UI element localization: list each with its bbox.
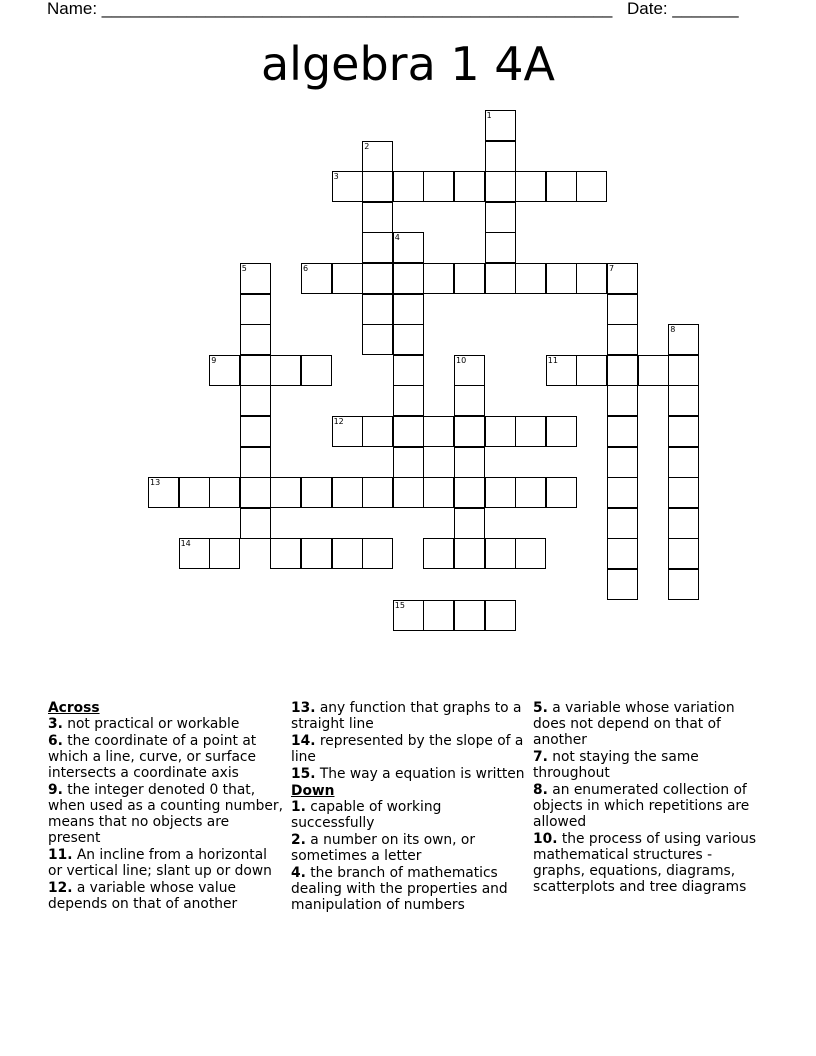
- crossword-cell[interactable]: [240, 508, 271, 539]
- crossword-cell[interactable]: [454, 508, 485, 539]
- clue-number: 3.: [48, 716, 63, 732]
- crossword-cell[interactable]: [301, 355, 332, 386]
- clue-number: 6.: [48, 733, 63, 749]
- clue-down-8: [533, 782, 768, 830]
- crossword-cell[interactable]: [332, 263, 363, 294]
- crossword-cell[interactable]: [393, 324, 424, 355]
- crossword-cell[interactable]: [393, 294, 424, 325]
- clue-number-label: 5: [241, 264, 247, 273]
- crossword-cell[interactable]: [270, 477, 301, 508]
- crossword-cell[interactable]: [423, 171, 454, 202]
- crossword-cell[interactable]: [485, 171, 516, 202]
- crossword-cell[interactable]: [546, 171, 577, 202]
- crossword-cell[interactable]: [454, 263, 485, 294]
- clue-across-12: [48, 880, 283, 912]
- clue-down-10: [533, 831, 768, 895]
- crossword-cell-13[interactable]: [148, 477, 179, 508]
- crossword-cell-6[interactable]: [301, 263, 332, 294]
- clue-number-label: 11: [547, 355, 558, 365]
- crossword-cell[interactable]: [576, 263, 607, 294]
- crossword-cell[interactable]: [423, 416, 454, 447]
- clue-number: 9.: [48, 782, 63, 798]
- crossword-cell[interactable]: [515, 263, 546, 294]
- crossword-cell-14[interactable]: [179, 538, 210, 569]
- crossword-cell[interactable]: [393, 355, 424, 386]
- crossword-cell[interactable]: [209, 538, 240, 569]
- clue-text: the process of using various mathematical structures - graphs, equations, diagrams, scatterplots and tree diagrams: [533, 831, 757, 895]
- crossword-cell[interactable]: [179, 477, 210, 508]
- crossword-cell[interactable]: [607, 508, 638, 539]
- crossword-cell[interactable]: [454, 600, 485, 631]
- across-heading: Across: [48, 700, 100, 716]
- crossword-cell[interactable]: [240, 385, 271, 416]
- clue-text: not staying the same throughout: [533, 749, 699, 781]
- crossword-cell[interactable]: [301, 477, 332, 508]
- crossword-cell[interactable]: [546, 477, 577, 508]
- clue-number: 10.: [533, 831, 558, 847]
- crossword-cell[interactable]: [362, 263, 393, 294]
- clue-number: 12.: [48, 880, 73, 896]
- crossword-cell[interactable]: [240, 447, 271, 478]
- clue-across-9: [48, 782, 283, 846]
- crossword-cell[interactable]: [362, 416, 393, 447]
- crossword-cell[interactable]: [454, 477, 485, 508]
- crossword-cell[interactable]: [362, 202, 393, 233]
- clue-down-7: [533, 749, 768, 781]
- crossword-cell[interactable]: [607, 385, 638, 416]
- clue-number-label: 13: [150, 478, 161, 488]
- clue-number-label: 6: [303, 264, 309, 273]
- crossword-cell[interactable]: [668, 477, 699, 508]
- crossword-cell[interactable]: [240, 355, 271, 386]
- crossword-cell[interactable]: [668, 355, 699, 386]
- clue-text: The way a equation is written: [319, 766, 525, 782]
- crossword-cell[interactable]: [485, 141, 516, 172]
- clue-across-14: [291, 733, 526, 765]
- crossword-cell[interactable]: [607, 477, 638, 508]
- crossword-cell[interactable]: [362, 477, 393, 508]
- clue-number: 2.: [291, 832, 306, 848]
- crossword-cell[interactable]: [454, 416, 485, 447]
- clue-text: any function that graphs to a straight line: [291, 700, 522, 732]
- clue-text: An incline from a horizontal or vertical line; slant up or down: [48, 847, 272, 879]
- crossword-cell[interactable]: [668, 569, 699, 600]
- clue-number-label: 10: [456, 355, 467, 365]
- clue-number: 4.: [291, 865, 306, 881]
- crossword-cell[interactable]: [454, 538, 485, 569]
- crossword-cell-3[interactable]: [332, 171, 363, 202]
- clue-text: the integer denoted 0 that, when used as a counting number, means that no objects are present: [48, 782, 283, 846]
- clue-number-label: 8: [670, 325, 676, 335]
- crossword-cell[interactable]: [668, 416, 699, 447]
- crossword-cell[interactable]: [515, 171, 546, 202]
- crossword-cell[interactable]: [332, 477, 363, 508]
- clue-number-label: 4: [394, 233, 400, 243]
- crossword-cell[interactable]: [638, 355, 669, 386]
- clue-across-6: [48, 733, 283, 781]
- crossword-cell-4[interactable]: [393, 232, 424, 263]
- crossword-cell[interactable]: [332, 538, 363, 569]
- crossword-cell[interactable]: [607, 447, 638, 478]
- clue-across-3: [48, 716, 283, 732]
- crossword-cell[interactable]: [393, 171, 424, 202]
- clue-across-11: [48, 847, 283, 879]
- crossword-cell[interactable]: [607, 355, 638, 386]
- crossword-cell[interactable]: [546, 263, 577, 294]
- clue-down-2: [291, 832, 526, 864]
- crossword-cell[interactable]: [668, 385, 699, 416]
- clue-number: 13.: [291, 700, 316, 716]
- crossword-cell[interactable]: [423, 538, 454, 569]
- crossword-cell[interactable]: [607, 324, 638, 355]
- crossword-cell-2[interactable]: [362, 141, 393, 172]
- crossword-cell[interactable]: [240, 477, 271, 508]
- clue-number: 15.: [291, 766, 316, 782]
- crossword-cell-10[interactable]: [454, 355, 485, 386]
- crossword-cell-9[interactable]: [209, 355, 240, 386]
- clue-text: capable of working successfully: [291, 799, 442, 831]
- clue-number: 7.: [533, 749, 548, 765]
- crossword-cell[interactable]: [301, 538, 332, 569]
- clue-text: not practical or workable: [67, 716, 240, 732]
- crossword-cell[interactable]: [546, 416, 577, 447]
- crossword-cell[interactable]: [485, 538, 516, 569]
- crossword-cell-7[interactable]: [607, 263, 638, 294]
- crossword-cell[interactable]: [515, 538, 546, 569]
- crossword-cell[interactable]: [485, 600, 516, 631]
- crossword-cell[interactable]: [240, 416, 271, 447]
- clue-number: 11.: [48, 847, 73, 863]
- clue-number-label: 3: [333, 172, 339, 182]
- clue-text: the coordinate of a point at which a line, curve, or surface intersects a coordinate axis: [48, 733, 257, 781]
- crossword-cell[interactable]: [393, 416, 424, 447]
- crossword-cell[interactable]: [270, 538, 301, 569]
- clue-number-label: 1: [486, 111, 492, 120]
- clue-down-1: [291, 799, 526, 831]
- clues-column-2: [291, 700, 526, 914]
- crossword-cell[interactable]: [393, 385, 424, 416]
- crossword-cell-1[interactable]: [485, 110, 516, 141]
- crossword-cell[interactable]: [485, 477, 516, 508]
- clue-down-5: [533, 700, 768, 748]
- clue-number: 14.: [291, 733, 316, 749]
- clue-text: an enumerated collection of objects in which repetitions are allowed: [533, 782, 750, 830]
- crossword-cell[interactable]: [668, 447, 699, 478]
- crossword-cell[interactable]: [270, 355, 301, 386]
- crossword-cell-12[interactable]: [332, 416, 363, 447]
- clue-number-label: 2: [364, 141, 370, 151]
- crossword-cell[interactable]: [362, 294, 393, 325]
- crossword-cell[interactable]: [423, 600, 454, 631]
- crossword-cell[interactable]: [423, 263, 454, 294]
- crossword-cell-8[interactable]: [668, 324, 699, 355]
- clues-column-1: [48, 700, 283, 913]
- crossword-cell[interactable]: [362, 232, 393, 263]
- crossword-cell-15[interactable]: [393, 600, 424, 631]
- clue-number-label: 7: [609, 264, 615, 273]
- down-heading: Down: [291, 783, 335, 799]
- crossword-cell[interactable]: [485, 416, 516, 447]
- clue-number-label: 14: [180, 539, 191, 549]
- clue-number-label: 15: [394, 600, 405, 610]
- clue-down-4: [291, 865, 526, 913]
- clue-across-13: [291, 700, 526, 732]
- clue-number: 8.: [533, 782, 548, 798]
- crossword-cell[interactable]: [362, 538, 393, 569]
- crossword-cell[interactable]: [393, 447, 424, 478]
- crossword-cell[interactable]: [423, 477, 454, 508]
- crossword-cell[interactable]: [454, 171, 485, 202]
- clue-number: 5.: [533, 700, 548, 716]
- crossword-cell[interactable]: [454, 447, 485, 478]
- crossword-cell[interactable]: [576, 355, 607, 386]
- crossword-cell[interactable]: [209, 477, 240, 508]
- clues-column-3: [533, 700, 768, 896]
- crossword-cell[interactable]: [485, 202, 516, 233]
- clue-number-label: 12: [333, 417, 344, 426]
- clue-number-label: 9: [211, 355, 217, 365]
- crossword-cell-11[interactable]: [546, 355, 577, 386]
- clue-number: 1.: [291, 799, 306, 815]
- clue-text: represented by the slope of a line: [291, 733, 524, 765]
- clue-text: a number on its own, or sometimes a letter: [291, 832, 476, 864]
- clue-text: the branch of mathematics dealing with the properties and manipulation of numbers: [291, 865, 508, 913]
- crossword-cell[interactable]: [668, 538, 699, 569]
- crossword-cell[interactable]: [240, 324, 271, 355]
- crossword-cell[interactable]: [393, 477, 424, 508]
- name-field: Name: ______________________________________________________: [47, 0, 613, 18]
- crossword-cell[interactable]: [454, 385, 485, 416]
- crossword-cell[interactable]: [485, 232, 516, 263]
- crossword-cell[interactable]: [607, 538, 638, 569]
- crossword-cell[interactable]: [668, 508, 699, 539]
- clue-text: a variable whose value depends on that of another: [48, 880, 238, 912]
- date-field: Date: _______: [627, 0, 739, 18]
- crossword-cell[interactable]: [362, 324, 393, 355]
- crossword-cell[interactable]: [485, 263, 516, 294]
- crossword-cell[interactable]: [515, 416, 546, 447]
- crossword-cell[interactable]: [515, 477, 546, 508]
- crossword-cell[interactable]: [607, 294, 638, 325]
- crossword-cell[interactable]: [362, 171, 393, 202]
- crossword-cell[interactable]: [607, 416, 638, 447]
- clue-text: a variable whose variation does not depend on that of another: [533, 700, 735, 748]
- crossword-cell[interactable]: [393, 263, 424, 294]
- crossword-cell-5[interactable]: [240, 263, 271, 294]
- crossword-cell[interactable]: [607, 569, 638, 600]
- crossword-cell[interactable]: [576, 171, 607, 202]
- clue-across-15: [291, 766, 526, 782]
- crossword-cell[interactable]: [240, 294, 271, 325]
- page-title: algebra 1 4A: [260, 37, 555, 91]
